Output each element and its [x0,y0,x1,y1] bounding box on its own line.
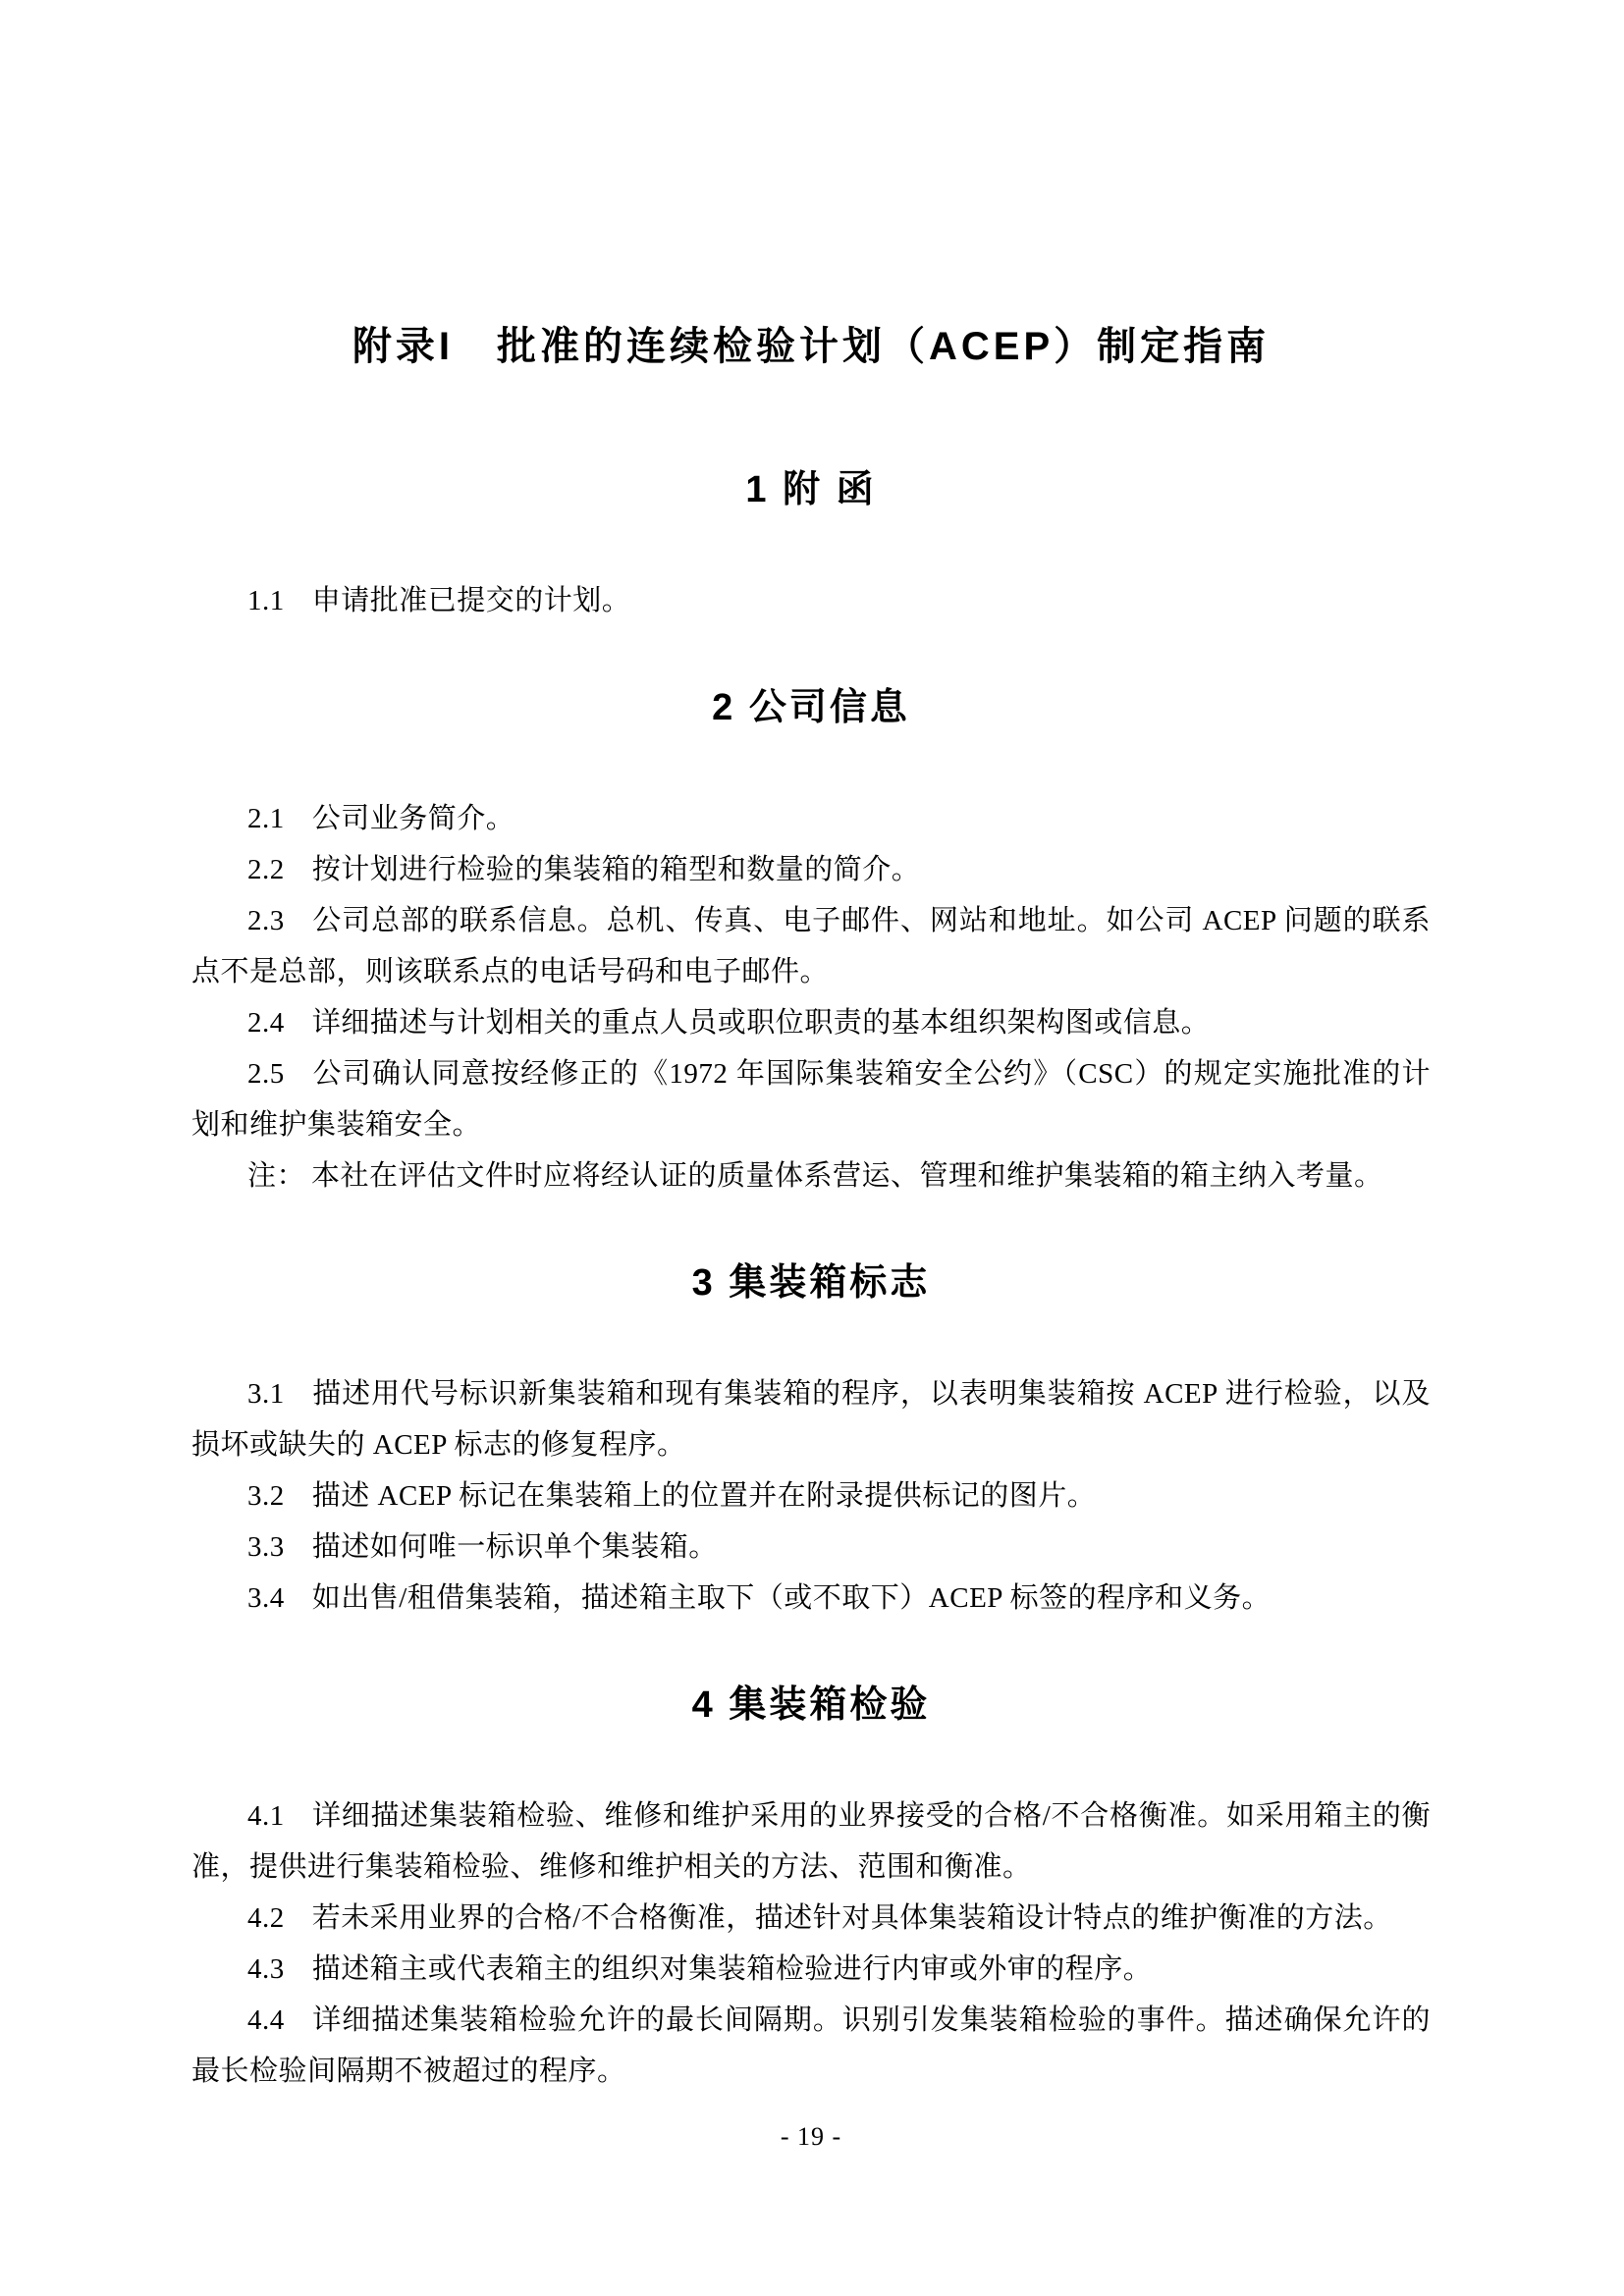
paragraph-text: 如出售/租借集装箱，描述箱主取下（或不取下）ACEP 标签的程序和义务。 [311,1582,1272,1614]
section-appendix-letter [191,467,1431,626]
doc-paragraph [191,997,1431,1048]
paragraph-number: 2.5 [247,1058,285,1090]
doc-paragraph [191,1048,1431,1150]
section-heading: 1 附 函 [745,469,877,510]
paragraph-number: 2.3 [247,905,285,936]
paragraph-text: 公司总部的联系信息。总机、传真、电子邮件、网站和地址。如公司 ACEP 问题的联系点不是总部，则该联系点的电话号码和电子邮件。 [191,905,1431,988]
section-heading: 4 集装箱检验 [691,1684,931,1726]
paragraph-text: 申请批准已提交的计划。 [311,585,631,616]
paragraph-text: 描述 ACEP 标记在集装箱上的位置并在附录提供标记的图片。 [311,1480,1097,1512]
doc-paragraph [191,793,1431,844]
doc-paragraph [191,844,1431,895]
doc-paragraph [191,895,1431,997]
paragraph-number: 1.1 [247,585,285,616]
doc-paragraph [191,1368,1431,1470]
section-heading: 2 公司信息 [712,687,910,728]
paragraph-text: 本社在评估文件时应将经认证的质量体系营运、管理和维护集装箱的箱主纳入考量。 [311,1160,1383,1192]
paragraph-number: 4.3 [247,1953,285,1985]
paragraph-text: 公司业务简介。 [311,803,515,834]
paragraph-text: 按计划进行检验的集装箱的箱型和数量的简介。 [311,854,921,885]
paragraph-text: 详细描述集装箱检验允许的最长间隔期。识别引发集装箱检验的事件。描述确保允许的最长检验间隔期不被超过的程序。 [191,2004,1431,2087]
paragraph-text: 描述用代号标识新集装箱和现有集装箱的程序，以表明集装箱按 ACEP 进行检验，以及损坏或缺失的 ACEP 标志的修复程序。 [191,1378,1431,1461]
paragraph-number: 3.1 [247,1378,285,1410]
paragraph-text: 详细描述集装箱检验、维修和维护采用的业界接受的合格/不合格衡准。如采用箱主的衡准，提供进行集装箱检验、维修和维护相关的方法、范围和衡准。 [191,1800,1431,1883]
doc-paragraph [191,1470,1431,1522]
paragraph-text: 若未采用业界的合格/不合格衡准，描述针对具体集装箱设计特点的维护衡准的方法。 [311,1902,1392,1934]
paragraph-number: 3.4 [247,1582,285,1614]
paragraph-number: 3.3 [247,1531,285,1563]
section-container-examination [191,1682,1431,2097]
paragraph-number: 3.2 [247,1480,285,1512]
page-number: - 19 - [780,2122,842,2151]
paragraph-number: 4.4 [247,2004,285,2036]
paragraph-number: 4.1 [247,1800,285,1832]
section-company-info [191,685,1431,1201]
document-title: 附录I 批准的连续检验计划（ACEP）制定指南 [352,325,1271,368]
paragraph-number: 4.2 [247,1902,285,1934]
paragraph-number: 注： [247,1160,306,1192]
doc-paragraph [191,575,1431,626]
section-container-marks [191,1260,1431,1624]
paragraph-text: 描述箱主或代表箱主的组织对集装箱检验进行内审或外审的程序。 [311,1953,1153,1985]
paragraph-number: 2.1 [247,803,285,834]
doc-paragraph [191,1944,1431,1995]
paragraph-text: 公司确认同意按经修正的《1972 年国际集装箱安全公约》（CSC）的规定实施批准的计划和维护集装箱安全。 [191,1058,1431,1141]
paragraph-number: 2.2 [247,854,285,885]
doc-paragraph [191,1573,1431,1624]
doc-note [191,1150,1431,1201]
doc-paragraph [191,1893,1431,1944]
paragraph-text: 详细描述与计划相关的重点人员或职位职责的基本组织架构图或信息。 [311,1007,1211,1039]
section-heading: 3 集装箱标志 [691,1262,931,1304]
paragraph-text: 描述如何唯一标识单个集装箱。 [311,1531,718,1563]
doc-paragraph [191,1522,1431,1573]
doc-paragraph [191,1790,1431,1893]
paragraph-number: 2.4 [247,1007,285,1039]
doc-paragraph [191,1995,1431,2097]
